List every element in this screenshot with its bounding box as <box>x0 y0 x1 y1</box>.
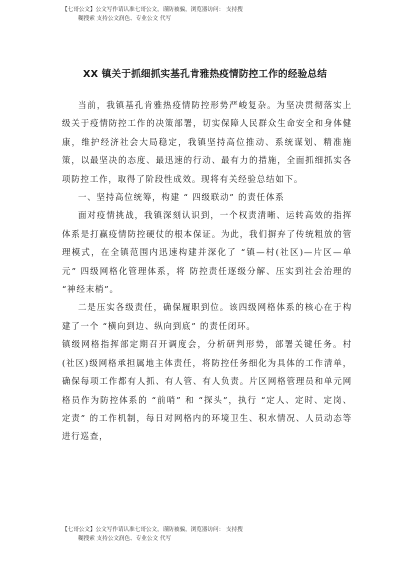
footer-line-1: 【七哥公文】公文写作请认准七哥公文，谨防被骗，浏览器访问： 支持搜 <box>62 527 243 533</box>
paragraph-intro: 当前，我镇基孔肯雅热疫情防控形势严峻复杂。为坚决贯彻落实上级关于疫情防控工作的决策部署，切实保障人民群众生命安全和身体健康，维护经济社会大局稳定，我镇坚持高位推动、系统谋划、精准施策，以最坚决的态度、最迅速的行动、最有力的措施，全面抓细抓实各项防控工作，取得了阶段性成效。现将有关经验总结如下。 <box>62 100 352 184</box>
page-footer <box>62 526 352 544</box>
paragraph-town-level: 镇级网格指挥部定期召开调度会，分析研判形势，部署关键任务。村(社区)级网格承担属地主体责任，将防控任务细化为具体的工作清单，确保每项工作都有人抓、有人管、有人负责。片区网格管理员和单元网格员作为防控体系的 “前哨” 和 “探头”，执行 “定人、定时、定岗、定责” 的工作机制，每日对网格内的环境卫生、积水情况、人员动态等进行巡查， <box>62 339 352 442</box>
section-heading-1: 一、坚持高位统筹，构建 “ 四级联动” 的责任体系 <box>77 192 285 203</box>
paragraph-responsibility: 二是压实各级责任，确保履职到位。该四级网格体系的核心在于构建了一个 “横向到边、纵向到底” 的责任闭环。 <box>62 302 352 331</box>
header-line-2: 糊搜索 支持公文润色、专业公文 代写 <box>78 16 172 22</box>
document-body <box>62 96 352 446</box>
page-header <box>62 6 352 24</box>
document-title: XX 镇关于抓细抓实基孔肯雅热疫情防控工作的经验总结 <box>83 69 327 80</box>
footer-line-2: 糊搜索 支持公文润色、专业公文 代写 <box>78 536 172 542</box>
header-line-1: 【七哥公文】公文写作请认准七哥公文，谨防被骗，浏览器访问： 支持搜 <box>62 7 243 13</box>
paragraph-section-1: 面对疫情挑战，我镇深刻认识到，一个权责清晰、运转高效的指挥体系是打赢疫情防控硬仗的根本保证。为此，我们摒弃了传统粗放的管理模式，在全镇范围内迅速构建并深化了 “镇—村(社区)—片区—单元” 四级网格化管理体系，将 防控责任逐级分解、压实到社会治理的 “神经末梢”。 <box>62 210 352 295</box>
